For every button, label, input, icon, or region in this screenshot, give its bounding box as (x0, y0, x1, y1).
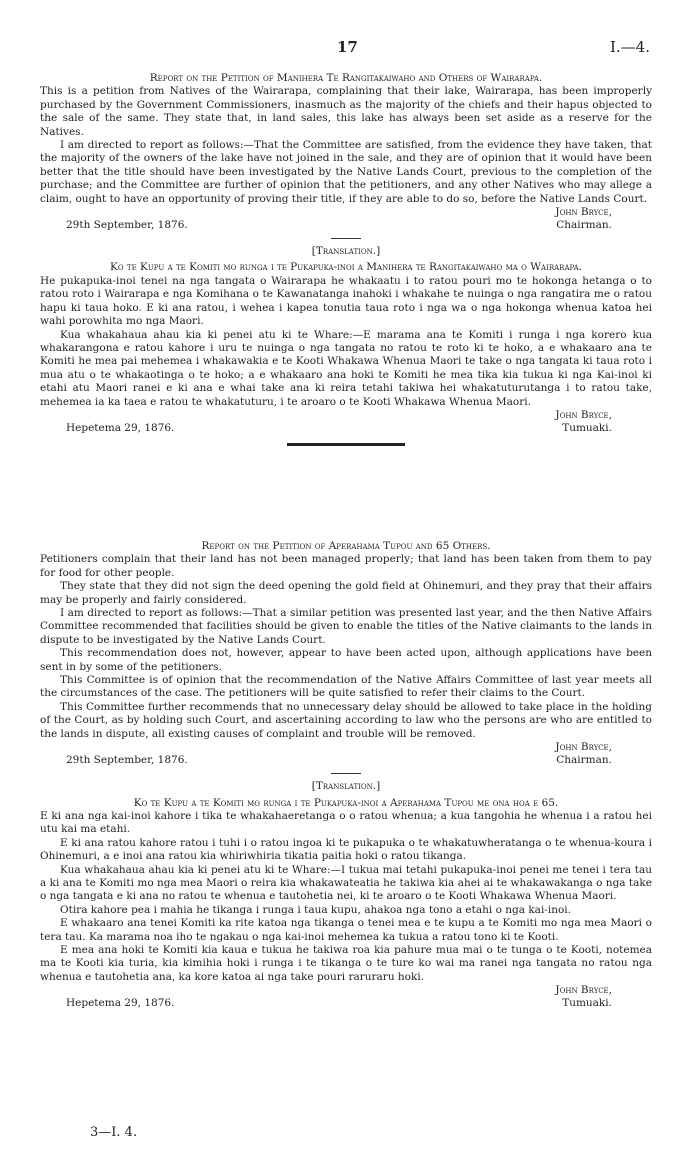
report-section-2 (40, 540, 652, 1010)
paragraph: Otira kahore pea i mahia he tikanga i runga i taua kupu, ahakoa nga tono a etahi o nga kai-inoi. (60, 903, 571, 916)
signatory-role: Chairman. (556, 754, 612, 767)
paragraph: Kua whakahaua ahau kia ki penei atu ki te Whare:—I tukua mai tetahi pukapuka-inoi penei me tenei i tera tau a ki ana te Komiti mo nga mea Maori o reira kia whakawateatia he takiwa kia ahei ai te whakawakanga o nga take o nga tangata e ki ana no ratou te whenua e tautohetia nei, ki te aroaro o te Kooti Whakawa Whenua Maori. (40, 863, 652, 903)
paragraph: He pukapuka-inoi tenei na nga tangata o Wairarapa he whakaatu i to ratou pouri mo te hokonga hetanga o to ratou roto i Wairarapa e nga Komihana o te Kawanatanga inahoki i whakahe te nuinga o nga rangatira me o ratou hapu ki taua hoko. E ki ana ratou, i wehea i kapea tonutia taua roto i nga wa o nga hokonga whenua katoa hei wahi porowhita mo nga Maori. (40, 274, 652, 328)
report-title: Report on the Petition of Aperahama Tupou and 65 Others. (201, 540, 491, 552)
divider (331, 238, 361, 239)
signature-block (40, 984, 652, 1010)
paragraph: I am directed to report as follows:—That the Committee are satisfied, from the evidence they have taken, that the majority of the owners of the lake have not joined in the sale, and they are of opinion that it would have been better that the title should have been investigated by the Native Lands Court, previous to the completion of the purchase; and the Committee are further of opinion that the petitioners, and any other Natives who may allege a claim, ought to have an opportunity of proving their title, if they are able to do so, before the Native Lands Court. (40, 139, 652, 205)
document-reference: I.—4. (609, 38, 650, 56)
report-date: Hepetema 29, 1876. (66, 421, 175, 434)
signature-mark: 3—I. 4. (90, 1125, 138, 1140)
paragraph: This Committee further recommends that no unnecessary delay should be allowed to take place in the holding of the Court, as by holding such Court, and ascertaining according to law who the persons are who are entitled to the lands in dispute, all existing causes of complaint and trouble will be removed. (40, 700, 652, 740)
paragraph: Petitioners complain that their land has not been managed properly; that land has been taken from them to pay for food for other people. (40, 553, 652, 579)
paragraph: They state that they did not sign the deed opening the gold field at Ohinemuri, and they pray that their affairs may be properly and fairly considered. (40, 580, 652, 606)
paragraph: E mea ana hoki te Komiti kia kaua e tukua he takiwa roa kia pahure mua mai o te tunga o te Kooti, notemea ma te Kooti kia turia, kia kimihia hoki i runga i te tikanga o te ture ko wai ma ranei nga tangata no ratou nga whenua e tautohetia ana, ka kore katoa ai nga take pouri raruraru hoki. (40, 943, 652, 983)
report-section-1 (40, 72, 652, 454)
paragraph: This recommendation does not, however, appear to have been acted upon, although applications have been sent in by some of the petitioners. (40, 647, 652, 673)
section-divider (287, 443, 405, 446)
paragraph: E whakaaro ana tenei Komiti ka rite katoa nga tikanga o tenei mea e te kupu a te Komiti mo nga mea Maori o tera tau. Ka marama noa iho te ngakau o nga kai-inoi mehemea ka tukua a ratou tono ki te Kooti. (40, 917, 652, 943)
translation-title: Ko te Kupu a te Komiti mo runga i te Pukapuka-inoi a Aperahama Tupou me ona hoa e 65. (133, 796, 559, 809)
translation-label: [Translation.] (311, 780, 381, 793)
signatory-role: Tumuaki. (562, 997, 612, 1010)
signatory-name: John Bryce, (555, 741, 612, 754)
signature-block (40, 409, 652, 435)
paragraph: This is a petition from Natives of the Wairarapa, complaining that their lake, Wairarapa, has been improperly purchased by the Government Commissioners, inasmuch as the majority of the chiefs and their hapus objected to the sale of the same. They state that, in land sales, this lake has always been set aside as a reserve for the Natives. (40, 85, 652, 138)
signatory-name: John Bryce, (555, 408, 612, 421)
page-number: 17 (337, 38, 358, 56)
divider (331, 773, 361, 774)
signature-block (40, 741, 652, 767)
signatory-role: Tumuaki. (562, 421, 612, 434)
report-title: Report on the Petition of Manihera Te Rangitakaiwaho and Others of Wairarapa. (149, 72, 543, 84)
paragraph: Kua whakahaua ahau kia ki penei atu ki te Whare:—E marama ana te Komiti i runga i nga korero kua whakarangona e ratou kahore i uru te nuinga o nga tangata no ratou te roto ki te hoko, a e whakaaro ana te Komiti he mea pai mehemea i whakawakia e te Kooti Whakawa Whenua Maori te take o nga tangata ki taua roto i mua atu o te whakaotinga o te hoko; a e whakaaro ana hoki te Komiti he mea tika kia tukua ki nga Kai-inoi ki etahi atu Maori ranei e ki ana e whai take ana ki reira tetahi takiwa hei whakatuturutanga i to ratou take, mehemea ia ka taea e ratou te whakatuturu, i te aroaro o te Kooti Whakawa Whenua Maori. (40, 328, 652, 408)
signature-block (40, 206, 652, 232)
signatory-name: John Bryce, (555, 206, 612, 219)
report-date: 29th September, 1876. (66, 219, 188, 232)
report-date: Hepetema 29, 1876. (66, 997, 175, 1010)
paragraph: I am directed to report as follows:—That a similar petition was presented last year, and the then Native Affairs Committee recommended that facilities should be given to enable the titles of the Native claimants to the lands in dispute to be investigated by the Native Lands Court. (40, 607, 652, 646)
signatory-role: Chairman. (556, 219, 612, 232)
paragraph: E ki ana nga kai-inoi kahore i tika te whakahaeretanga o o ratou whenua; a kua tangohia he whenua i a ratou hei utu kai ma etahi. (40, 809, 652, 836)
translation-label: [Translation.] (311, 245, 381, 258)
report-date: 29th September, 1876. (66, 754, 188, 767)
signatory-name: John Bryce, (555, 984, 612, 997)
paragraph: This Committee is of opinion that the recommendation of the Native Affairs Committee of last year meets all the circumstances of the case. The petitioners will be quite satisfied to refer their claims to the Court. (40, 674, 652, 700)
paragraph: E ki ana ratou kahore ratou i tuhi i o ratou ingoa ki te pukapuka o te whakatuwheratanga o te whenua-koura i Ohinemuri, a e inoi ana ratou kia whiriwhiria tikatia paitia hoki o ratou tikanga. (40, 836, 652, 863)
page-header (0, 38, 700, 57)
translation-title: Ko te Kupu a te Komiti mo runga i te Pukapuka-inoi a Manihera te Rangitakaiwaho ma o Wairarapa. (110, 261, 582, 274)
